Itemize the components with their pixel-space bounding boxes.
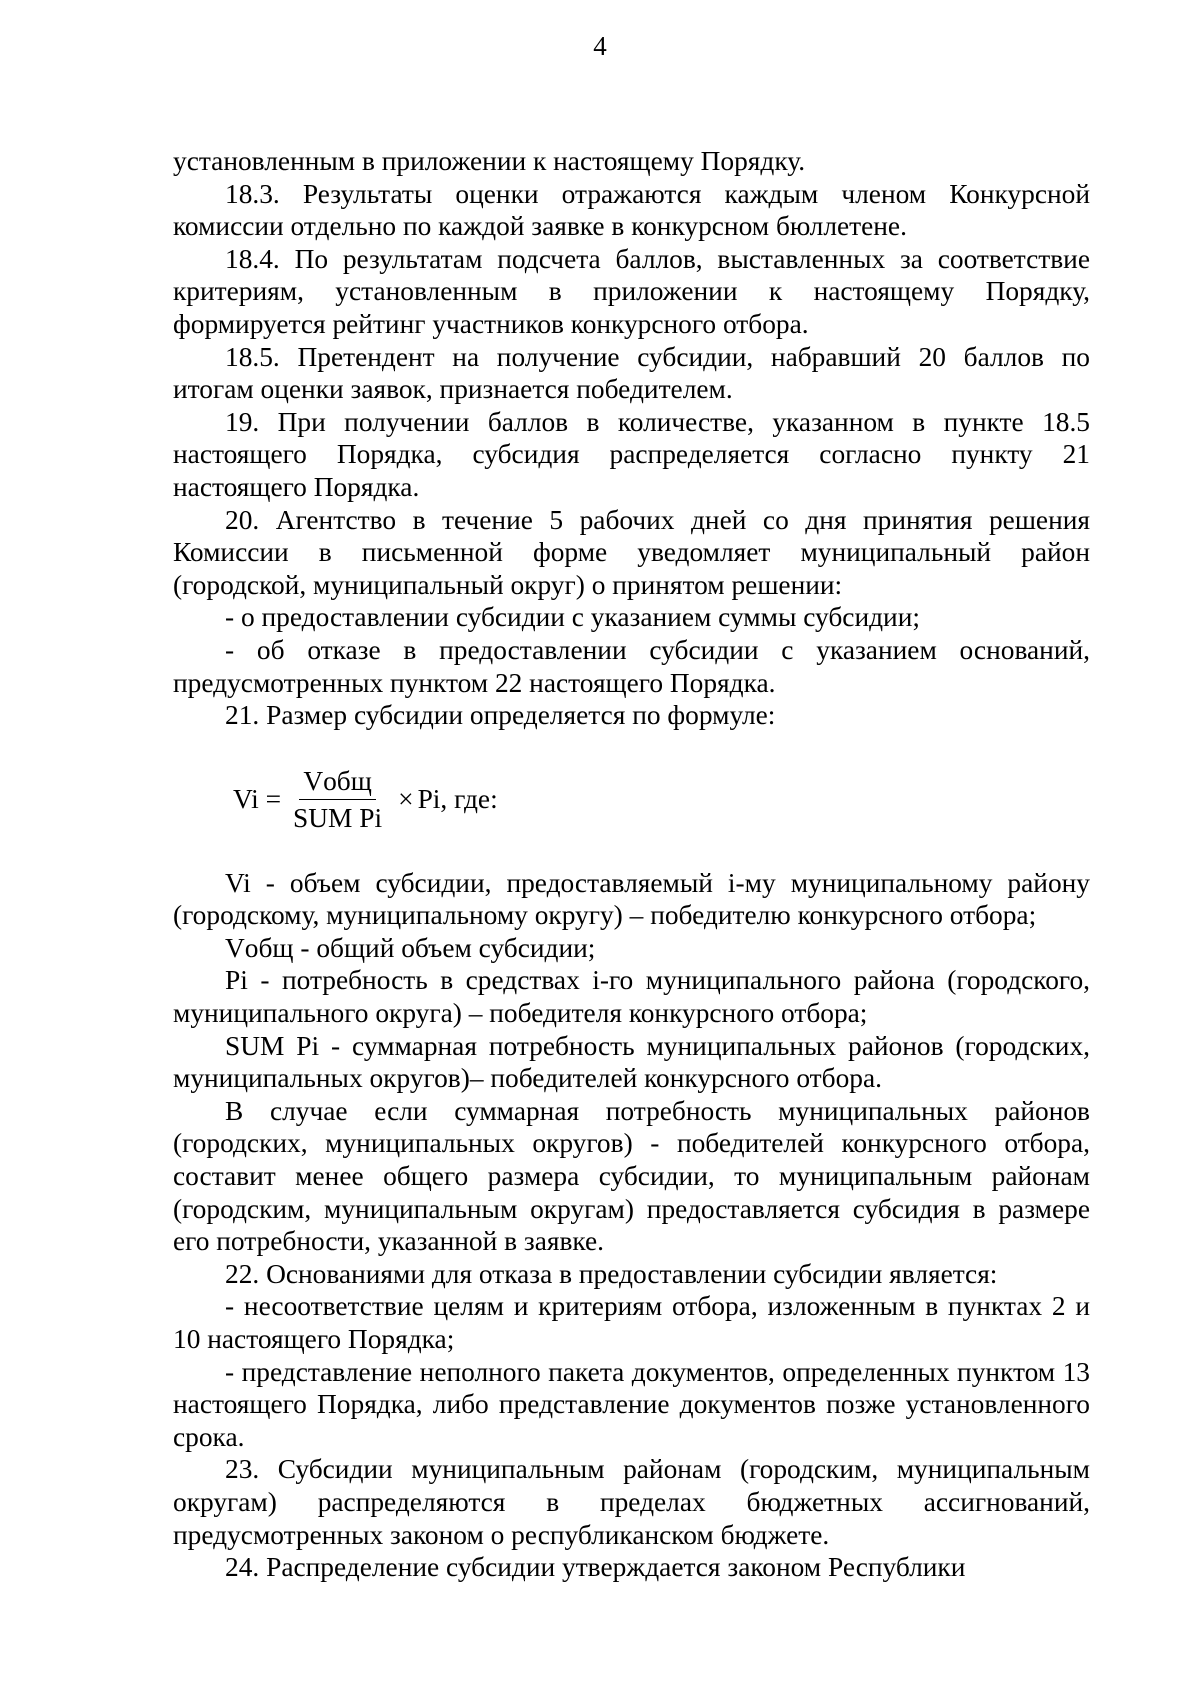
paragraph-24: 24. Распределение субсидии утверждается законом Республики: [225, 1552, 966, 1583]
formula-lhs: Vi =: [233, 783, 282, 814]
list-item-grant-decision: - о предоставлении субсидии с указанием суммы субсидии;: [225, 602, 920, 633]
list-item-nonconformity: - несоответствие целям и критериям отбора, изложенным в пунктах 2 и 10 настоящего Порядка;: [173, 1291, 1090, 1354]
formula-denominator: SUM Pi: [293, 802, 383, 833]
definition-pi: Pi - потребность в средствах i-го муниципального района (городского, муниципального округа) – победителя конкурсного отбора;: [173, 965, 1090, 1029]
paragraph-18-5: 18.5. Претендент на получение субсидии, набравший 20 баллов по итогам оценки заявок, признается победителем.: [173, 341, 1090, 405]
subsidy-formula: [173, 732, 1090, 867]
list-item-refusal-decision: - об отказе в предоставлении субсидии с указанием оснований, предусмотренных пунктом 22 настоящего Порядка.: [173, 634, 1090, 698]
paragraph-continuation: установленным в приложении к настоящему Порядку.: [173, 146, 806, 176]
document-body: [173, 145, 1090, 1584]
formula-times: ×: [398, 783, 414, 814]
formula-rhs: Pi, где:: [417, 783, 498, 814]
definition-vobsh: Vобщ - общий объем субсидии;: [225, 932, 596, 963]
paragraph-22: 22. Основаниями для отказа в предоставлении субсидии является:: [225, 1258, 998, 1289]
definition-sum-pi: SUM Pi - суммарная потребность муниципальных районов (городских, муниципальных округов)– победителей конкурсного отбора.: [173, 1030, 1090, 1094]
paragraph-19: 19. При получении баллов в количестве, указанном в пункте 18.5 настоящего Порядка, субсидия распределяется согласно пункту 21 настоящего Порядка.: [173, 406, 1090, 502]
paragraph-insufficient-demand: В случае если суммарная потребность муниципальных районов (городских, муниципальных округов) - победителей конкурсного отбора, составит менее общего размера субсидии, то муниципальным районам (городским, муниципальным округам) предоставляется субсидия в размере его потребности, указанной в заявке.: [173, 1095, 1090, 1257]
formula-numerator: Vобщ: [299, 766, 376, 800]
paragraph-23: 23. Субсидии муниципальным районам (городским, муниципальным округам) распределяются в пределах бюджетных ассигнований, предусмотренных законом о республиканском бюджете.: [173, 1454, 1090, 1550]
page-number: 4: [593, 31, 607, 61]
paragraph-21: 21. Размер субсидии определяется по формуле:: [225, 700, 776, 731]
paragraph-18-3: 18.3. Результаты оценки отражаются каждым членом Конкурсной комиссии отдельно по каждой заявке в конкурсном бюллетене.: [173, 178, 1090, 242]
definition-vi: Vi - объем субсидии, предоставляемый i-му муниципальному району (городскому, муниципальному округу) – победителю конкурсного отбора;: [173, 867, 1090, 931]
paragraph-20: 20. Агентство в течение 5 рабочих дней со дня принятия решения Комиссии в письменной форме уведомляет муниципальный район (городской, муниципальный округ) о принятом решении:: [173, 504, 1090, 600]
list-item-incomplete-documents: - представление неполного пакета документов, определенных пунктом 13 настоящего Порядка, либо представление документов позже установленного срока.: [173, 1356, 1090, 1452]
paragraph-18-4: 18.4. По результатам подсчета баллов, выставленных за соответствие критериям, установленным в приложении к настоящему Порядку, формируется рейтинг участников конкурсного отбора.: [173, 243, 1090, 339]
formula-fraction: [289, 766, 386, 833]
